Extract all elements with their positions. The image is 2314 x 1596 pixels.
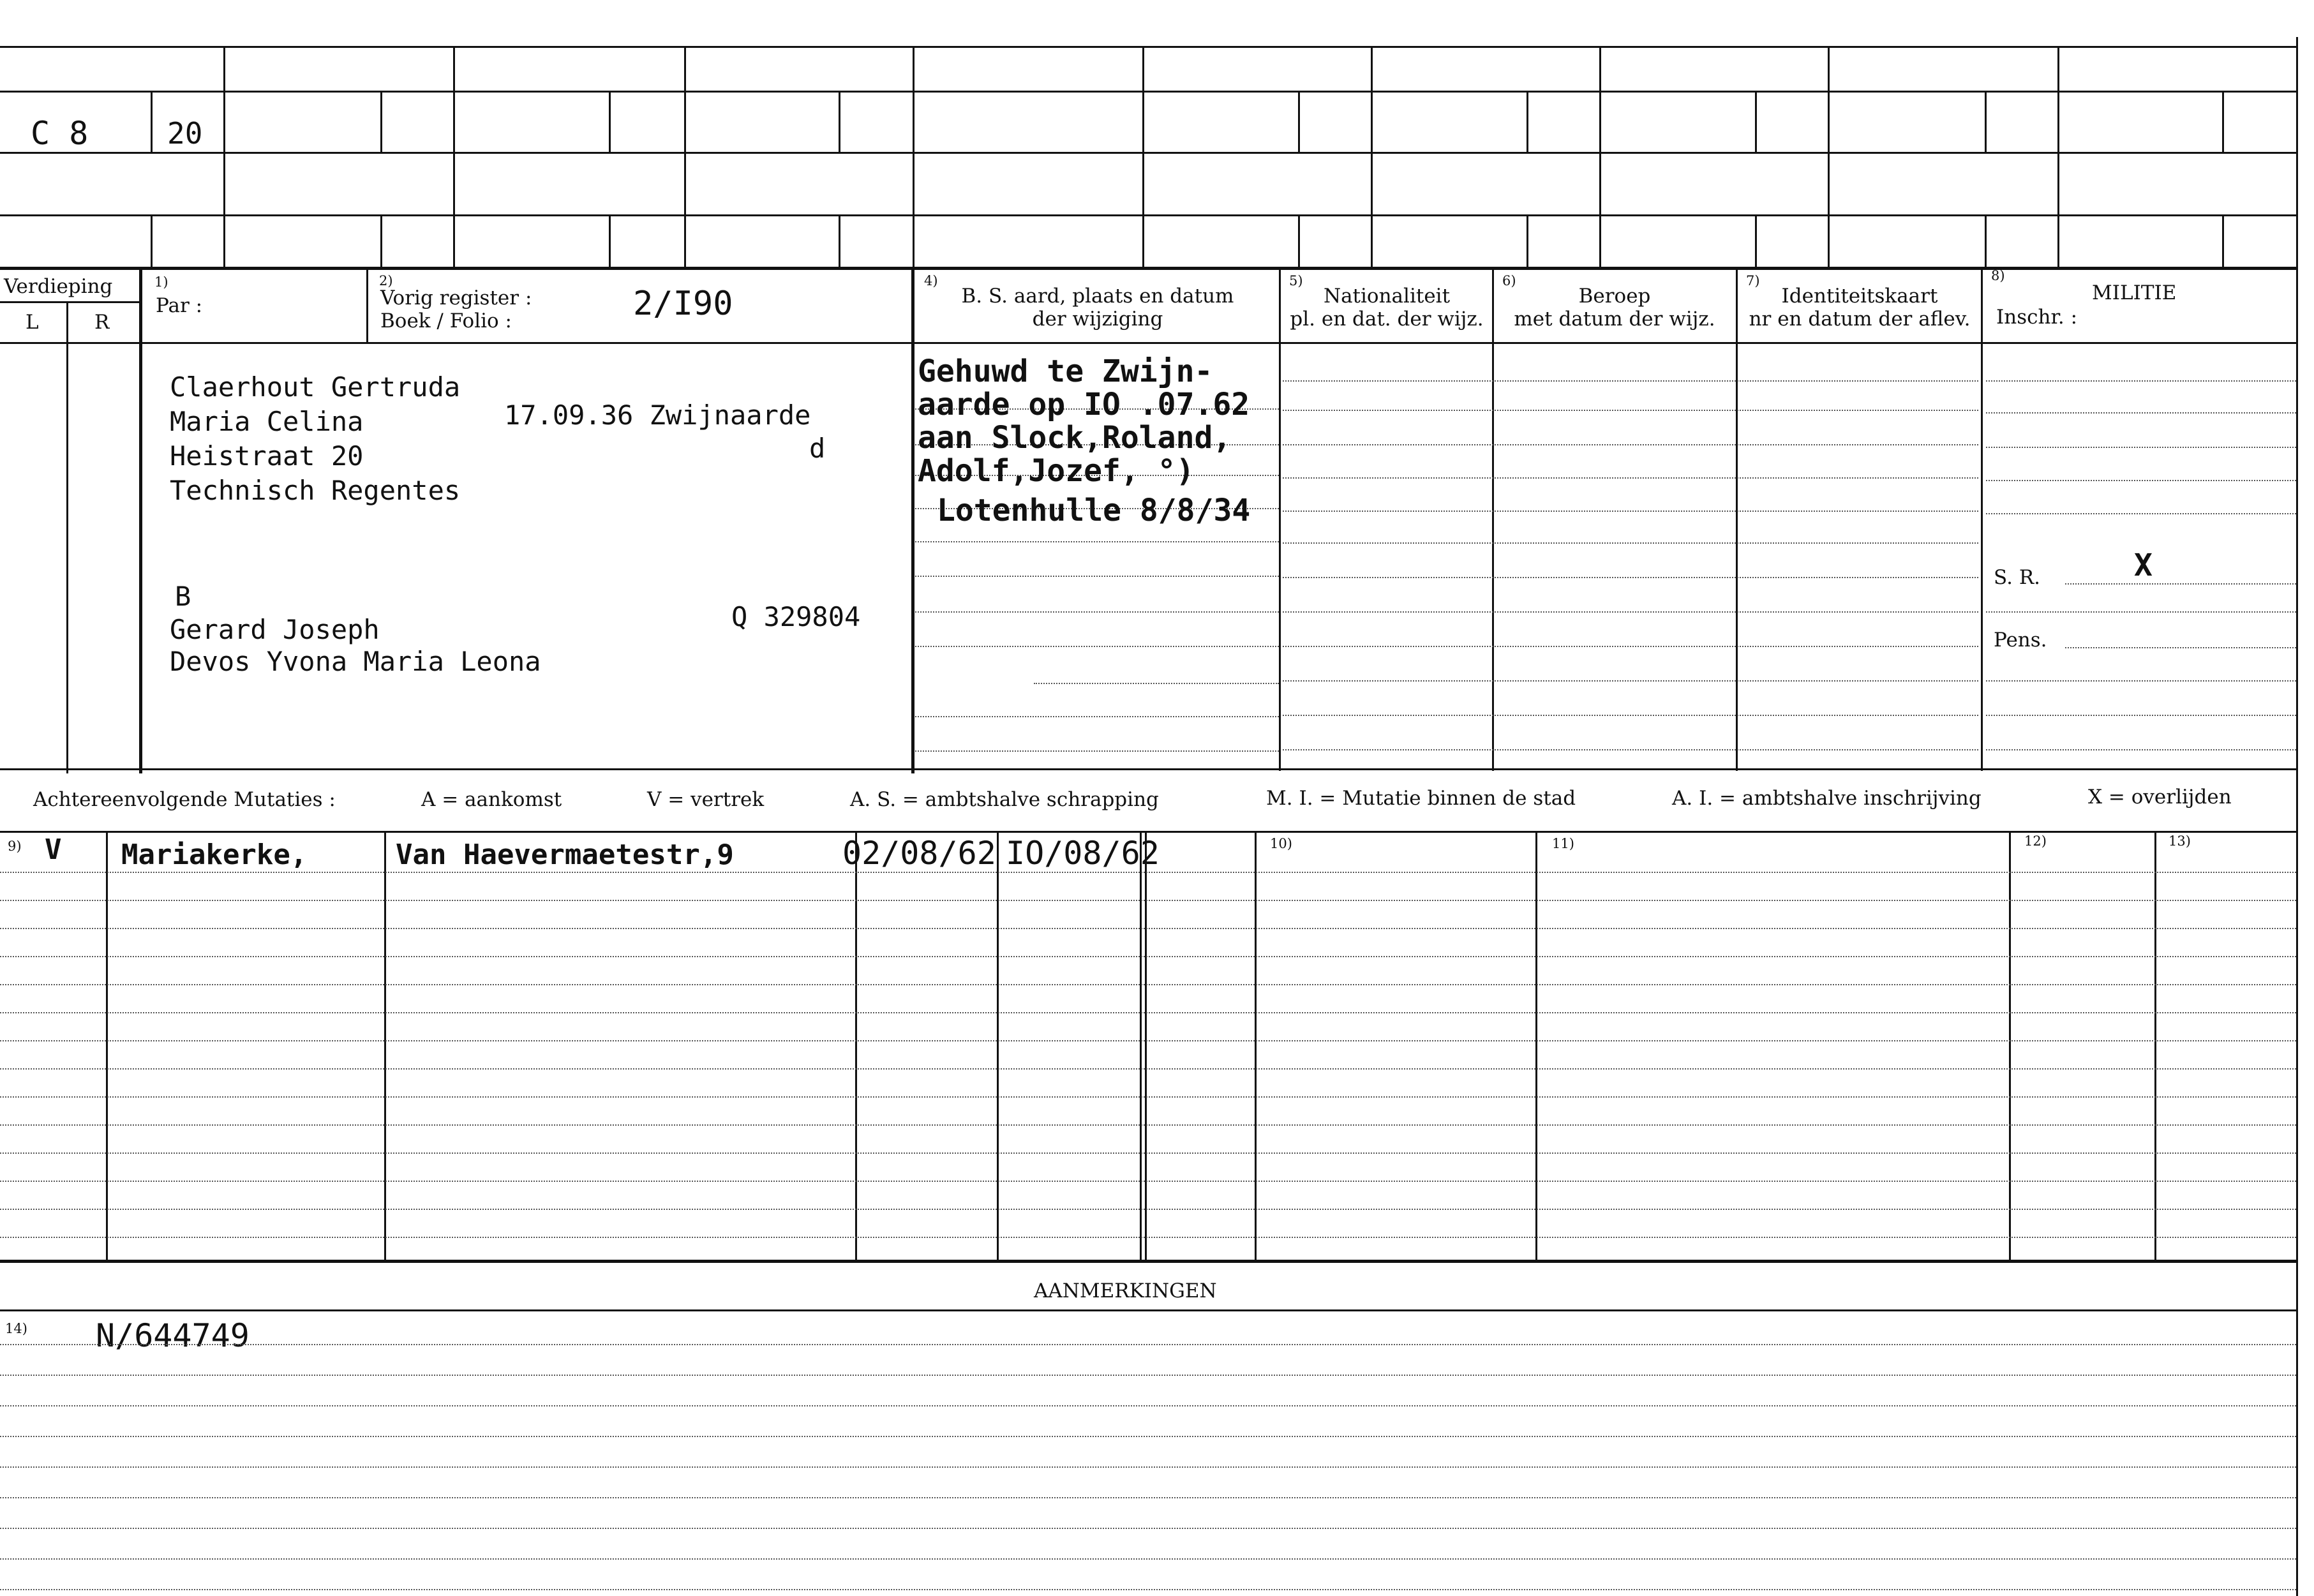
- id-header-2: nr en datum der aflev.: [1749, 308, 1971, 331]
- remarks-title: AANMERKINGEN: [1034, 1279, 1217, 1302]
- top-grid-subline: [839, 91, 840, 152]
- table-vline: [1255, 831, 1257, 1262]
- remarks-row-line: [0, 1466, 2296, 1468]
- person-line-1: Claerhout Gertruda: [170, 371, 461, 403]
- verdieping-label: Verdieping: [4, 275, 113, 298]
- top-grid-subline: [1526, 91, 1528, 152]
- table-row-line: [0, 1040, 2296, 1041]
- table-vline: [997, 831, 999, 1262]
- dotted-line: [1283, 715, 1978, 716]
- col-divider: [1981, 268, 1983, 771]
- table-row-line: [0, 1124, 2296, 1126]
- person-line-4: Technisch Regentes: [170, 475, 461, 506]
- col-number: 12): [2024, 833, 2047, 849]
- marriage-line-4: Adolf,Jozef, °): [918, 453, 1195, 489]
- dotted-line: [1986, 380, 2296, 382]
- table-row-line: [0, 872, 2296, 873]
- table-bottom-line: [0, 1260, 2296, 1263]
- legend-a: A = aankomst: [421, 788, 562, 811]
- table-row-line: [0, 1181, 2296, 1182]
- top-grid-line: [0, 91, 2297, 93]
- top-grid-line: [0, 214, 2297, 216]
- table-row-line: [0, 900, 2296, 901]
- col-number: 9): [8, 839, 22, 854]
- status-mark: d: [809, 433, 826, 464]
- table-row-line: [0, 1209, 2296, 1210]
- par-label: Par :: [156, 294, 203, 317]
- bs-header-2: der wijziging: [1032, 308, 1163, 331]
- table-top-line: [0, 831, 2296, 833]
- remarks-row-line: [0, 1558, 2296, 1560]
- remarks-value: N/644749: [96, 1317, 250, 1354]
- table-row-line: [0, 1096, 2296, 1098]
- dotted-line: [1283, 749, 1978, 750]
- dotted-line: [2065, 647, 2296, 648]
- dotted-line: [1283, 542, 1978, 544]
- table-vline: [106, 831, 108, 1262]
- marriage-line-5: Lotenhulle 8/8/34: [937, 493, 1251, 528]
- col-number: 1): [154, 274, 168, 290]
- table-row-line: [0, 956, 2296, 957]
- table-vline: [384, 831, 386, 1262]
- dotted-line: [1283, 577, 1978, 578]
- top-grid-subline: [380, 91, 382, 152]
- dotted-line: [1283, 511, 1978, 512]
- dotted-line: [1283, 680, 1978, 682]
- top-grid-vline: [1142, 46, 1144, 268]
- mutation-date-1: 02/08/62: [842, 835, 996, 872]
- table-row-line: [0, 984, 2296, 985]
- dotted-line: [1986, 480, 2296, 481]
- top-grid-vline: [1828, 46, 1830, 268]
- mutation-type: V: [45, 833, 62, 866]
- sr-label: S. R.: [1994, 566, 2041, 589]
- top-grid-subline: [1985, 91, 1987, 152]
- col-l-label: L: [26, 311, 39, 334]
- person-number: Q 329804: [731, 601, 861, 632]
- dotted-line: [915, 576, 1279, 577]
- top-grid-vline: [1371, 46, 1373, 268]
- top-grid-subline: [1985, 214, 1987, 268]
- header-bottom-line: [0, 342, 2296, 344]
- top-grid-line: [0, 152, 2297, 154]
- id-header-1: Identiteitskaart: [1781, 285, 1938, 308]
- marriage-line-3: aan Slock,Roland,: [918, 420, 1232, 456]
- dotted-line: [1986, 715, 2296, 716]
- table-row-line: [0, 1152, 2296, 1154]
- top-grid-vline: [223, 46, 225, 268]
- top-grid-subline: [839, 214, 840, 268]
- dotted-line: [1283, 380, 1978, 382]
- top-grid-vline: [453, 46, 455, 268]
- legend-ai: A. I. = ambtshalve inschrijving: [1672, 787, 1982, 810]
- person-line-2: Maria Celina: [170, 406, 364, 437]
- top-grid-subline: [2222, 91, 2224, 152]
- table-vline: [855, 831, 857, 1262]
- mother-name: Devos Yvona Maria Leona: [170, 646, 541, 677]
- section-line: [0, 768, 2296, 770]
- bs-header-1: B. S. aard, plaats en datum: [961, 285, 1234, 308]
- remarks-row-line: [0, 1344, 2296, 1345]
- right-border: [2296, 37, 2298, 1596]
- table-vline: [2154, 831, 2156, 1262]
- militie-header: MILITIE: [2092, 281, 2177, 304]
- nat-header-2: pl. en dat. der wijz.: [1290, 308, 1484, 331]
- top-grid-vline: [913, 46, 914, 268]
- mutations-label: Achtereenvolgende Mutaties :: [33, 788, 336, 811]
- col-number: 5): [1289, 273, 1303, 288]
- remarks-row-line: [0, 1589, 2296, 1590]
- top-grid-subline: [151, 214, 153, 268]
- col-number: 13): [2168, 833, 2191, 849]
- dotted-line: [1283, 611, 1978, 613]
- dotted-line: [1986, 611, 2296, 613]
- dotted-line: [915, 646, 1279, 647]
- remarks-line: [0, 1309, 2296, 1311]
- dotted-line: [1986, 447, 2296, 448]
- table-row-line: [0, 1068, 2296, 1070]
- top-grid-line: [0, 267, 2297, 270]
- top-grid-subline: [1298, 91, 1300, 152]
- col-number: 2): [379, 273, 393, 288]
- mutation-date-2: IO/08/62: [1006, 835, 1160, 872]
- sr-value: X: [2134, 548, 2153, 583]
- lr-divider: [66, 301, 68, 773]
- dotted-line: [1986, 513, 2296, 514]
- top-grid-subline: [1755, 91, 1757, 152]
- marriage-line-1: Gehuwd te Zwijn-: [918, 354, 1213, 389]
- top-grid-subline: [1526, 214, 1528, 268]
- code-1: C 8: [31, 115, 89, 152]
- remarks-row-line: [0, 1375, 2296, 1376]
- beroep-header-2: met datum der wijz.: [1514, 308, 1715, 331]
- table-row-line: [0, 1237, 2296, 1238]
- top-grid-vline: [2057, 46, 2059, 268]
- col-divider: [139, 268, 142, 773]
- table-vline: [1140, 831, 1142, 1262]
- legend-v: V = vertrek: [647, 788, 765, 811]
- dotted-line: [2065, 583, 2296, 585]
- top-grid-subline: [380, 214, 382, 268]
- dotted-line: [915, 611, 1279, 613]
- dotted-line: [1283, 477, 1978, 479]
- col-number: 14): [5, 1321, 27, 1336]
- beroep-header-1: Beroep: [1578, 285, 1651, 308]
- mutation-street: Van Haevermaetestr,9: [396, 839, 734, 871]
- remarks-row-line: [0, 1405, 2296, 1406]
- table-vline: [1535, 831, 1537, 1262]
- b-label: B: [175, 581, 191, 612]
- dotted-line: [915, 716, 1279, 717]
- boek-folio-label: Boek / Folio :: [380, 310, 512, 332]
- person-line-3: Heistraat 20: [170, 440, 364, 472]
- col-divider: [366, 268, 368, 342]
- legend-x: X = overlijden: [2088, 786, 2232, 809]
- top-grid-subline: [1755, 214, 1757, 268]
- register-value: 2/I90: [633, 285, 733, 323]
- col-number: 8): [1991, 268, 2005, 283]
- legend-as: A. S. = ambtshalve schrapping: [850, 788, 1159, 811]
- table-vline: [2009, 831, 2011, 1262]
- marriage-line-2: aarde op IO .07.62: [918, 387, 1250, 422]
- dotted-line: [915, 750, 1279, 752]
- top-grid-subline: [609, 91, 611, 152]
- table-row-line: [0, 928, 2296, 929]
- dotted-line: [1283, 646, 1978, 647]
- father-name: Gerard Joseph: [170, 614, 380, 645]
- col-number: 4): [924, 273, 938, 288]
- top-grid-line: [0, 46, 2297, 48]
- col-divider: [1279, 268, 1281, 771]
- dotted-line: [915, 541, 1279, 542]
- top-grid-subline: [151, 91, 153, 152]
- verdieping-divider: [0, 301, 140, 303]
- pens-label: Pens.: [1994, 629, 2047, 652]
- top-grid-vline: [684, 46, 686, 268]
- code-2: 20: [167, 116, 203, 151]
- table-vline: [1145, 831, 1147, 1262]
- col-divider: [911, 268, 914, 773]
- dotted-line: [1986, 749, 2296, 750]
- top-grid-subline: [2222, 214, 2224, 268]
- col-number: 11): [1552, 836, 1574, 851]
- col-r-label: R: [94, 311, 110, 334]
- remarks-row-line: [0, 1497, 2296, 1498]
- birth-info: 17.09.36 Zwijnaarde: [504, 399, 811, 431]
- dotted-line: [1986, 412, 2296, 414]
- nat-header-1: Nationaliteit: [1323, 285, 1451, 308]
- dotted-line: [1283, 444, 1978, 445]
- col-number: 7): [1746, 273, 1760, 288]
- mutation-place: Mariakerke,: [121, 839, 308, 871]
- remarks-row-line: [0, 1436, 2296, 1437]
- inschr-label: Inschr. :: [1996, 306, 2078, 329]
- top-grid-subline: [609, 214, 611, 268]
- col-number: 6): [1502, 273, 1516, 288]
- col-number: 10): [1270, 836, 1292, 851]
- legend-mi: M. I. = Mutatie binnen de stad: [1266, 787, 1576, 810]
- top-grid-vline: [1599, 46, 1601, 268]
- dotted-line: [1986, 680, 2296, 682]
- col-divider: [1492, 268, 1494, 771]
- dotted-line: [1283, 410, 1978, 411]
- top-grid-subline: [1298, 214, 1300, 268]
- remarks-row-line: [0, 1528, 2296, 1529]
- vorig-register-label: Vorig register :: [380, 287, 532, 310]
- dotted-line: [1034, 683, 1279, 684]
- table-row-line: [0, 1012, 2296, 1013]
- col-divider: [1736, 268, 1738, 771]
